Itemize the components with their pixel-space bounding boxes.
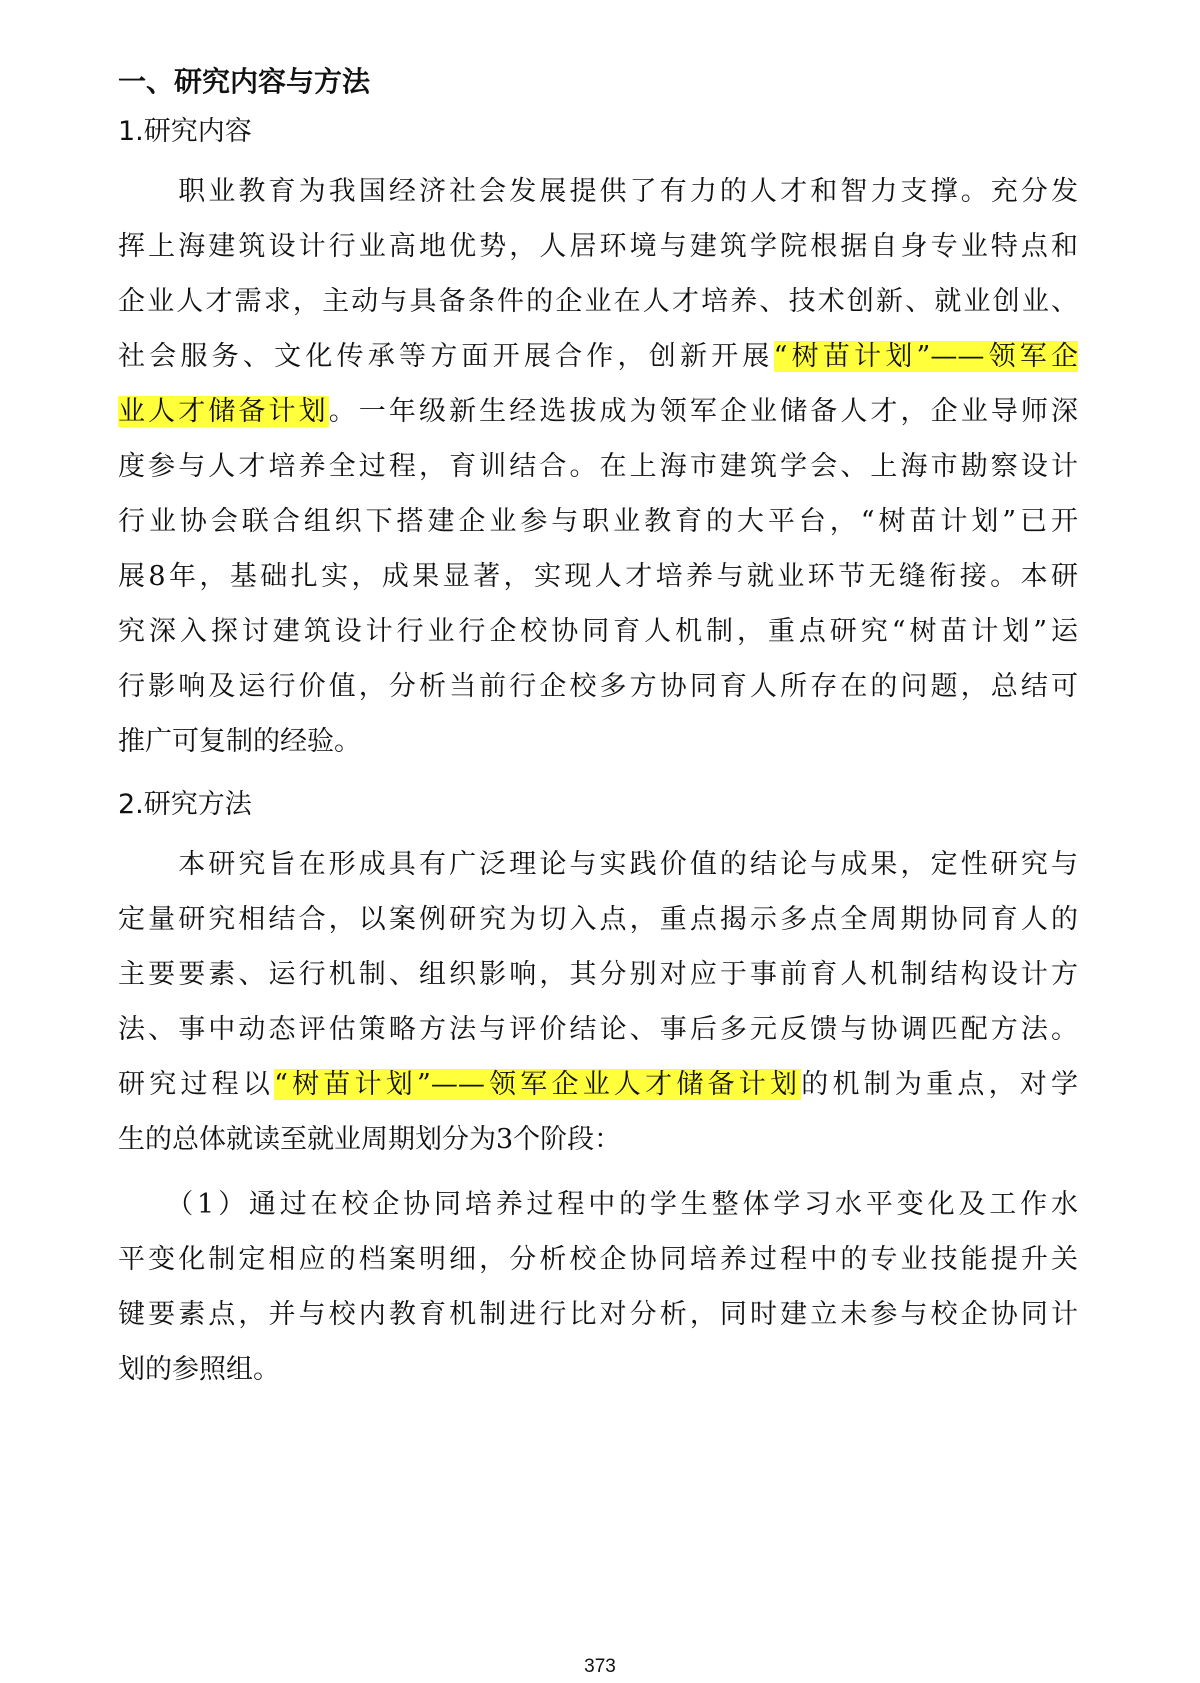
text-line (118, 227, 1078, 267)
text-line (118, 955, 1078, 995)
text-run: 挥上海建筑设计行业高地优势，人居环境与建筑学院根据自身专业特点和 (118, 231, 1078, 262)
text-line (118, 392, 1078, 432)
text-run: 主要要素、运行机制、组织影响，其分别对应于事前育人机制结构设计方 (118, 959, 1078, 990)
text-line (118, 282, 1078, 322)
subsection-heading-content: 1.研究内容 (118, 116, 252, 147)
text-run: 键要素点，并与校内教育机制进行比对分析，同时建立未参与校企协同计 (118, 1299, 1078, 1330)
text-run: 法、事中动态评估策略方法与评价结论、事后多元反馈与协调匹配方法。 (118, 1014, 1078, 1045)
text-line (118, 1185, 1078, 1225)
text-line (118, 557, 1078, 597)
text-line (118, 612, 1078, 652)
text-line (118, 1065, 1078, 1105)
highlighted-text: “树苗计划”——领军企 (773, 341, 1079, 372)
text-run: 生的总体就读至就业周期划分为3个阶段： (118, 1124, 622, 1155)
text-line (118, 722, 1078, 762)
text-line (118, 502, 1078, 542)
text-line (118, 1240, 1078, 1280)
text-line (118, 447, 1078, 487)
subsection-heading-method: 2.研究方法 (118, 789, 252, 820)
text-run: 定量研究相结合，以案例研究为切入点，重点揭示多点全周期协同育人的 (118, 904, 1078, 935)
text-line (118, 1350, 1078, 1390)
text-run: 研究过程以 (118, 1069, 275, 1100)
highlighted-text: “树苗计划”——领军企业人才储备计划 (274, 1069, 802, 1100)
text-line (118, 900, 1078, 940)
page-number: 373 (584, 1656, 616, 1677)
text-line (118, 845, 1078, 885)
text-run: 推广可复制的经验。 (118, 726, 361, 757)
text-line (118, 667, 1078, 707)
text-run: 平变化制定相应的档案明细，分析校企协同培养过程中的专业技能提升关 (118, 1244, 1078, 1275)
text-run: 本研究旨在形成具有广泛理论与实践价值的结论与成果，定性研究与 (118, 849, 1078, 880)
text-run: 。一年级新生经选拔成为领军企业储备人才，企业导师深 (328, 396, 1079, 427)
text-line (118, 1295, 1078, 1335)
text-run: 行影响及运行价值，分析当前行企校多方协同育人所存在的问题，总结可 (118, 671, 1078, 702)
text-line (118, 1010, 1078, 1050)
text-run: 社会服务、文化传承等方面开展合作，创新开展 (118, 341, 774, 372)
text-run: （1）通过在校企协同培养过程中的学生整体学习水平变化及工作水 (118, 1189, 1078, 1220)
text-run: 企业人才需求，主动与具备条件的企业在人才培养、技术创新、就业创业、 (118, 286, 1078, 317)
text-run: 度参与人才培养全过程，育训结合。在上海市建筑学会、上海市勘察设计 (118, 451, 1078, 482)
text-run: 究深入探讨建筑设计行业行企校协同育人机制，重点研究“树苗计划”运 (118, 616, 1078, 647)
text-line (118, 1120, 1078, 1160)
text-run: 的机制为重点，对学 (801, 1069, 1079, 1100)
text-run: 划的参照组。 (118, 1354, 280, 1385)
highlighted-text: 业人才储备计划 (118, 396, 329, 427)
text-line (118, 172, 1078, 212)
text-line (118, 337, 1078, 377)
text-run: 行业协会联合组织下搭建企业参与职业教育的大平台，“树苗计划”已开 (118, 506, 1078, 537)
text-run: 职业教育为我国经济社会发展提供了有力的人才和智力支撑。充分发 (118, 176, 1078, 207)
text-run: 展8年，基础扎实，成果显著，实现人才培养与就业环节无缝衔接。本研 (118, 561, 1078, 592)
section-heading: 一、研究内容与方法 (118, 65, 371, 98)
